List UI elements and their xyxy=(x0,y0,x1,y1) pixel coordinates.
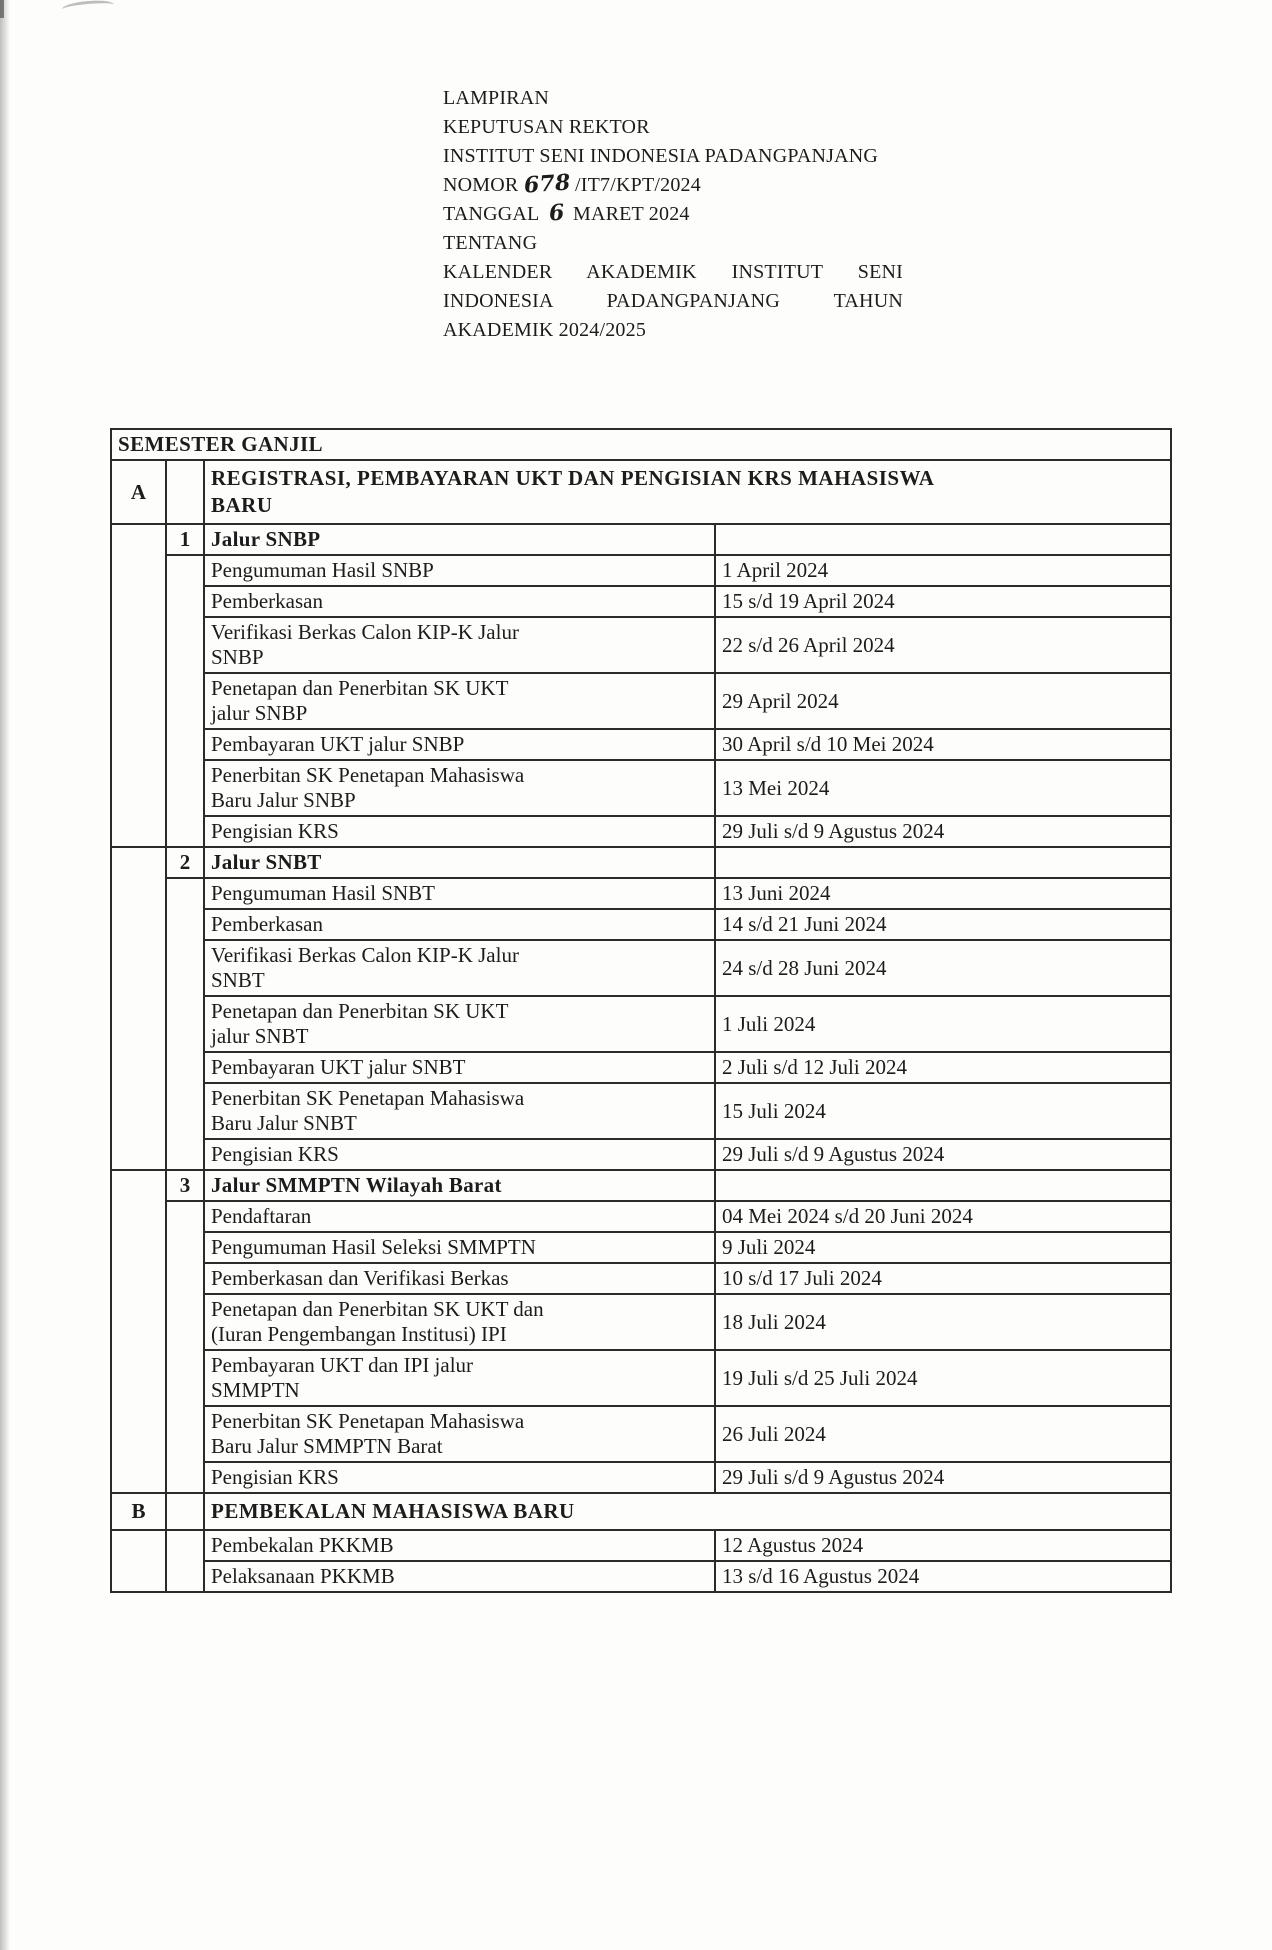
activity-cell xyxy=(204,878,715,909)
activity-cell xyxy=(204,1201,715,1232)
activity-cell xyxy=(204,1232,715,1263)
activity-cell xyxy=(204,940,715,996)
activity-text: Penetapan dan Penerbitan SK UKT dan (Iuran Pengembangan Institusi) IPI xyxy=(211,1297,544,1346)
date-cell: 1 Juli 2024 xyxy=(715,996,1171,1052)
activity-text: Penerbitan SK Penetapan Mahasiswa Baru Jalur SNBT xyxy=(211,1086,525,1135)
header-line-lampiran: LAMPIRAN xyxy=(443,87,550,109)
activity-text: Pendaftaran xyxy=(211,1204,312,1228)
activity-cell xyxy=(204,1139,715,1170)
section-letter: B xyxy=(111,1493,166,1530)
activity-text: Pembayaran UKT jalur SNBT xyxy=(211,1055,466,1079)
table-row xyxy=(111,1139,1171,1170)
section-heading-cell xyxy=(204,460,1171,524)
semester-title: SEMESTER GANJIL xyxy=(111,429,1171,460)
group-title: Jalur SMMPTN Wilayah Barat xyxy=(211,1173,502,1197)
activity-text: Pemberkasan dan Verifikasi Berkas xyxy=(211,1266,509,1290)
group-number: 1 xyxy=(166,524,204,555)
table-row xyxy=(111,1350,1171,1406)
activity-text: Verifikasi Berkas Calon KIP-K Jalur SNBT xyxy=(211,943,519,992)
date-cell: 29 April 2024 xyxy=(715,673,1171,729)
date-cell: 29 Juli s/d 9 Agustus 2024 xyxy=(715,1462,1171,1493)
date-cell: 04 Mei 2024 s/d 20 Juni 2024 xyxy=(715,1201,1171,1232)
activity-cell xyxy=(204,909,715,940)
semester-title-row xyxy=(111,429,1171,460)
activity-text: Pemberkasan xyxy=(211,589,323,613)
date-cell: 24 s/d 28 Juni 2024 xyxy=(715,940,1171,996)
section-heading-cell xyxy=(204,1493,1171,1530)
date-cell: 14 s/d 21 Juni 2024 xyxy=(715,909,1171,940)
activity-cell xyxy=(204,555,715,586)
date-cell: 13 Mei 2024 xyxy=(715,760,1171,816)
activity-cell xyxy=(204,1406,715,1462)
blank-letter-cell xyxy=(111,1530,166,1592)
blank-number-cell xyxy=(166,555,204,847)
date-cell: 15 s/d 19 April 2024 xyxy=(715,586,1171,617)
tanggal-rest: MARET 2024 xyxy=(572,203,690,225)
section-letter: A xyxy=(111,460,166,524)
scan-corner-smudge xyxy=(62,0,115,15)
table-row xyxy=(111,1201,1171,1232)
table-row xyxy=(111,1263,1171,1294)
header-line-tanggal xyxy=(443,200,923,229)
blank-number-cell xyxy=(166,1530,204,1592)
table-row xyxy=(111,586,1171,617)
table-row xyxy=(111,555,1171,586)
activity-text: Pembayaran UKT dan IPI jalur SMMPTN xyxy=(211,1353,474,1402)
activity-cell xyxy=(204,1561,715,1592)
activity-text: Pengisian KRS xyxy=(211,1465,339,1489)
date-cell: 29 Juli s/d 9 Agustus 2024 xyxy=(715,816,1171,847)
blank-cell xyxy=(166,460,204,524)
blank-letter-cell xyxy=(111,524,166,847)
date-cell xyxy=(715,524,1171,555)
activity-cell xyxy=(204,1350,715,1406)
activity-cell xyxy=(204,1462,715,1493)
date-cell: 12 Agustus 2024 xyxy=(715,1530,1171,1561)
activity-cell xyxy=(204,586,715,617)
group-title: Jalur SNBP xyxy=(211,527,321,551)
activity-cell xyxy=(204,617,715,673)
date-cell: 13 Juni 2024 xyxy=(715,878,1171,909)
blank-number-cell xyxy=(166,878,204,1170)
date-cell xyxy=(715,847,1171,878)
section-a-heading-row xyxy=(111,460,1171,524)
header-line-institut: INSTITUT SENI INDONESIA PADANGPANJANG xyxy=(443,145,879,167)
activity-text: Pemberkasan xyxy=(211,912,323,936)
activity-text: Pengumuman Hasil SNBP xyxy=(211,558,434,582)
table-row xyxy=(111,996,1171,1052)
table-row xyxy=(111,1406,1171,1462)
section-b-heading-row xyxy=(111,1493,1171,1530)
handwritten-nomor-number: 678 xyxy=(523,169,572,199)
date-cell: 26 Juli 2024 xyxy=(715,1406,1171,1462)
nomor-label: NOMOR xyxy=(443,174,519,196)
activity-text: Verifikasi Berkas Calon KIP-K Jalur SNBP xyxy=(211,620,519,669)
activity-text: Pengisian KRS xyxy=(211,1142,339,1166)
header-line-keputusan: KEPUTUSAN REKTOR xyxy=(443,116,650,138)
group-title-cell xyxy=(204,524,715,555)
date-cell: 1 April 2024 xyxy=(715,555,1171,586)
activity-text: Pelaksanaan PKKMB xyxy=(211,1564,395,1588)
group-number: 2 xyxy=(166,847,204,878)
table-row xyxy=(111,1083,1171,1139)
date-cell: 22 s/d 26 April 2024 xyxy=(715,617,1171,673)
date-cell xyxy=(715,1170,1171,1201)
activity-cell xyxy=(204,1083,715,1139)
activity-cell xyxy=(204,1530,715,1561)
nomor-suffix: /IT7/KPT/2024 xyxy=(574,174,701,196)
tanggal-label: TANGGAL xyxy=(443,203,540,225)
table-row xyxy=(111,1530,1171,1561)
activity-text: Pengisian KRS xyxy=(211,819,339,843)
group-title-row xyxy=(111,1170,1171,1201)
date-cell: 9 Juli 2024 xyxy=(715,1232,1171,1263)
blank-letter-cell xyxy=(111,1170,166,1493)
date-cell: 30 April s/d 10 Mei 2024 xyxy=(715,729,1171,760)
activity-cell xyxy=(204,673,715,729)
scan-edge-shadow xyxy=(0,0,10,1950)
document-header xyxy=(443,84,923,345)
date-cell: 19 Juli s/d 25 Juli 2024 xyxy=(715,1350,1171,1406)
group-title: Jalur SNBT xyxy=(211,850,322,874)
group-title-row xyxy=(111,847,1171,878)
blank-number-cell xyxy=(166,1201,204,1493)
group-number: 3 xyxy=(166,1170,204,1201)
activity-text: Pengumuman Hasil SNBT xyxy=(211,881,435,905)
table-row xyxy=(111,1294,1171,1350)
activity-cell xyxy=(204,1263,715,1294)
date-cell: 2 Juli s/d 12 Juli 2024 xyxy=(715,1052,1171,1083)
table-row xyxy=(111,940,1171,996)
blank-cell xyxy=(166,1493,204,1530)
table-row xyxy=(111,1232,1171,1263)
table-row xyxy=(111,1462,1171,1493)
activity-cell xyxy=(204,729,715,760)
activity-text: Pembekalan PKKMB xyxy=(211,1533,394,1557)
document-subject: KALENDER AKADEMIK INSTITUT SENI INDONESIA PADANGPANJANG TAHUN AKADEMIK 2024/2025 xyxy=(443,261,903,341)
activity-text: Pembayaran UKT jalur SNBP xyxy=(211,732,465,756)
header-line-tentang: TENTANG xyxy=(443,232,538,254)
activity-cell xyxy=(204,1052,715,1083)
header-line-nomor xyxy=(443,171,923,200)
table-row xyxy=(111,878,1171,909)
handwritten-tanggal-day: 6 xyxy=(548,199,566,227)
activity-cell xyxy=(204,760,715,816)
activity-cell xyxy=(204,1294,715,1350)
activity-cell xyxy=(204,816,715,847)
table-row xyxy=(111,673,1171,729)
date-cell: 10 s/d 17 Juli 2024 xyxy=(715,1263,1171,1294)
group-title-cell xyxy=(204,847,715,878)
table-row xyxy=(111,909,1171,940)
section-heading: PEMBEKALAN MAHASISWA BARU xyxy=(211,1499,575,1523)
activity-text: Pengumuman Hasil Seleksi SMMPTN xyxy=(211,1235,536,1259)
table-row xyxy=(111,760,1171,816)
blank-letter-cell xyxy=(111,847,166,1170)
academic-calendar-table xyxy=(110,428,1172,1593)
table-row xyxy=(111,1052,1171,1083)
date-cell: 29 Juli s/d 9 Agustus 2024 xyxy=(715,1139,1171,1170)
section-heading: REGISTRASI, PEMBAYARAN UKT DAN PENGISIAN KRS MAHASISWA BARU xyxy=(211,466,934,517)
date-cell: 15 Juli 2024 xyxy=(715,1083,1171,1139)
activity-text: Penerbitan SK Penetapan Mahasiswa Baru Jalur SMMPTN Barat xyxy=(211,1409,525,1458)
activity-text: Penetapan dan Penerbitan SK UKT jalur SNBT xyxy=(211,999,509,1048)
table-row xyxy=(111,729,1171,760)
activity-text: Penetapan dan Penerbitan SK UKT jalur SNBP xyxy=(211,676,509,725)
group-title-cell xyxy=(204,1170,715,1201)
group-title-row xyxy=(111,524,1171,555)
date-cell: 13 s/d 16 Agustus 2024 xyxy=(715,1561,1171,1592)
activity-text: Penerbitan SK Penetapan Mahasiswa Baru Jalur SNBP xyxy=(211,763,525,812)
table-row xyxy=(111,816,1171,847)
table-row xyxy=(111,1561,1171,1592)
activity-cell xyxy=(204,996,715,1052)
table-row xyxy=(111,617,1171,673)
scan-edge-mark xyxy=(0,0,4,18)
date-cell: 18 Juli 2024 xyxy=(715,1294,1171,1350)
